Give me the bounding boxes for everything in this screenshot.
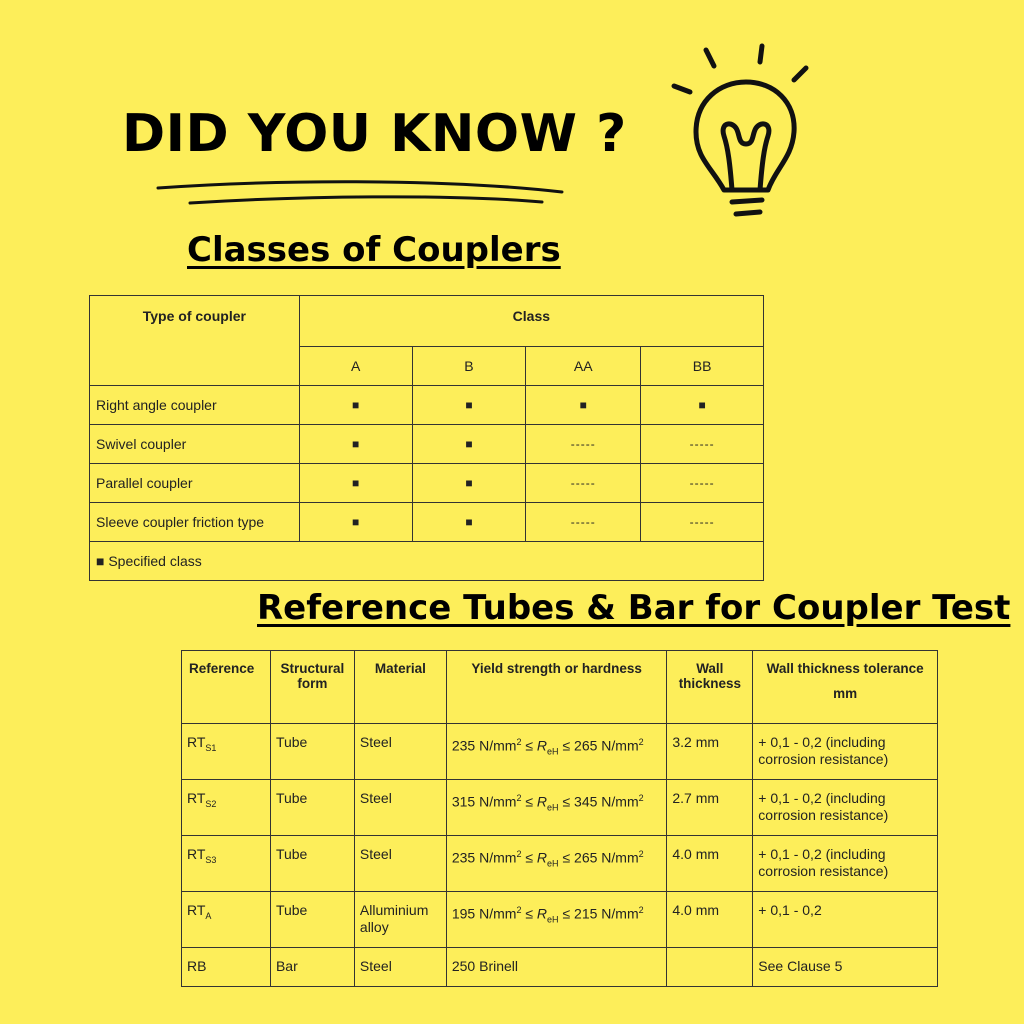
unit-exponent: 2 xyxy=(516,793,522,803)
column-header: Yield strength or hardness xyxy=(446,651,667,724)
column-header: Material xyxy=(354,651,446,724)
class-cell: ■ xyxy=(299,425,412,464)
class-cell: ----- xyxy=(641,464,764,503)
reference-cell xyxy=(182,780,271,836)
structural-form-cell: Tube xyxy=(270,892,354,948)
reference-label: RT xyxy=(187,902,206,918)
class-cell: ■ xyxy=(412,503,526,542)
class-header: AA xyxy=(526,347,641,386)
coupler-type: Right angle coupler xyxy=(90,386,300,425)
yield-strength-cell xyxy=(446,780,667,836)
table-row xyxy=(182,724,938,780)
coupler-type: Sleeve coupler friction type xyxy=(90,503,300,542)
tolerance-cell: See Clause 5 xyxy=(753,948,938,987)
reference-subscript: S2 xyxy=(205,798,217,809)
yield-lower: 235 N/mm xyxy=(451,737,517,754)
yield-strength-cell: 250 Brinell xyxy=(446,948,667,987)
reference-label: RT xyxy=(187,734,206,750)
leq-symbol: ≤ xyxy=(525,793,534,810)
table-row xyxy=(182,836,938,892)
tolerance-unit: mm xyxy=(833,686,858,701)
coupler-type: Parallel coupler xyxy=(90,464,300,503)
yield-symbol: R xyxy=(536,849,548,866)
unit-exponent: 2 xyxy=(638,737,644,747)
tolerance-cell: + 0,1 - 0,2 xyxy=(753,892,938,948)
reference-tubes-table xyxy=(181,650,938,987)
unit-exponent: 2 xyxy=(638,905,644,915)
structural-form-cell: Tube xyxy=(270,836,354,892)
table-footnote: ■ Specified class xyxy=(90,542,764,581)
material-cell: Alluminium alloy xyxy=(354,892,446,948)
leq-symbol: ≤ xyxy=(525,905,534,922)
class-cell: ■ xyxy=(299,464,412,503)
headline: DID YOU KNOW ? xyxy=(122,104,627,164)
underline-swoosh xyxy=(150,176,570,208)
leq-symbol: ≤ xyxy=(562,905,571,922)
yield-symbol: R xyxy=(536,737,548,754)
class-cell: ■ xyxy=(299,503,412,542)
class-cell: ----- xyxy=(526,503,641,542)
class-header: B xyxy=(412,347,526,386)
column-header xyxy=(753,651,938,724)
yield-lower: 195 N/mm xyxy=(451,905,517,922)
section-title-couplers: Classes of Couplers xyxy=(187,230,561,270)
unit-exponent: 2 xyxy=(638,849,644,859)
class-cell: ■ xyxy=(412,386,526,425)
column-header: Type of coupler xyxy=(90,296,300,386)
class-cell: ----- xyxy=(526,425,641,464)
yield-upper: 265 N/mm xyxy=(574,849,639,866)
structural-form-cell: Tube xyxy=(270,724,354,780)
table-header-row xyxy=(90,296,764,347)
class-cell: ■ xyxy=(412,464,526,503)
class-cell: ■ xyxy=(299,386,412,425)
class-header: A xyxy=(299,347,412,386)
unit-exponent: 2 xyxy=(516,905,522,915)
reference-label: RT xyxy=(187,846,206,862)
leq-symbol: ≤ xyxy=(562,737,571,754)
table-row xyxy=(182,892,938,948)
lightbulb-icon xyxy=(668,40,818,235)
leq-symbol: ≤ xyxy=(562,849,571,866)
yield-strength-cell xyxy=(446,892,667,948)
class-header: BB xyxy=(641,347,764,386)
yield-strength-cell xyxy=(446,724,667,780)
yield-upper: 345 N/mm xyxy=(574,793,639,810)
material-cell: Steel xyxy=(354,948,446,987)
column-header: Reference xyxy=(182,651,271,724)
wall-thickness-cell: 3.2 mm xyxy=(667,724,753,780)
yield-symbol-subscript: eH xyxy=(547,802,559,813)
table-row xyxy=(90,464,764,503)
wall-thickness-cell: 2.7 mm xyxy=(667,780,753,836)
class-cell: ■ xyxy=(641,386,764,425)
yield-lower: 235 N/mm xyxy=(451,849,517,866)
wall-thickness-cell: 4.0 mm xyxy=(667,836,753,892)
material-cell: Steel xyxy=(354,780,446,836)
tolerance-cell: + 0,1 - 0,2 (including corrosion resistance) xyxy=(753,780,938,836)
column-header: Class xyxy=(299,296,763,347)
table-header-row xyxy=(182,651,938,724)
tolerance-cell: + 0,1 - 0,2 (including corrosion resistance) xyxy=(753,724,938,780)
unit-exponent: 2 xyxy=(638,793,644,803)
table-row xyxy=(90,425,764,464)
class-cell: ■ xyxy=(526,386,641,425)
column-header: Wall thickness xyxy=(667,651,753,724)
section-title-reference-tubes: Reference Tubes & Bar for Coupler Test xyxy=(257,588,1011,628)
yield-strength-cell xyxy=(446,836,667,892)
table-footnote-row xyxy=(90,542,764,581)
class-cell: ----- xyxy=(526,464,641,503)
table-row xyxy=(90,386,764,425)
unit-exponent: 2 xyxy=(516,737,522,747)
table-row xyxy=(182,948,938,987)
class-cell: ----- xyxy=(641,503,764,542)
tolerance-header-label: Wall thickness tolerance xyxy=(766,661,924,676)
unit-exponent: 2 xyxy=(516,849,522,859)
yield-symbol-subscript: eH xyxy=(547,858,559,869)
leq-symbol: ≤ xyxy=(525,849,534,866)
class-cell: ----- xyxy=(641,425,764,464)
reference-cell: RB xyxy=(182,948,271,987)
yield-symbol-subscript: eH xyxy=(547,914,559,925)
coupler-type: Swivel coupler xyxy=(90,425,300,464)
table-row xyxy=(90,503,764,542)
tolerance-cell: + 0,1 - 0,2 (including corrosion resistance) xyxy=(753,836,938,892)
structural-form-cell: Tube xyxy=(270,780,354,836)
reference-subscript: A xyxy=(205,910,212,921)
material-cell: Steel xyxy=(354,836,446,892)
reference-label: RT xyxy=(187,790,206,806)
column-header: Structural form xyxy=(270,651,354,724)
yield-symbol: R xyxy=(536,905,548,922)
class-cell: ■ xyxy=(412,425,526,464)
reference-subscript: S1 xyxy=(205,742,217,753)
table-row xyxy=(182,780,938,836)
reference-cell xyxy=(182,892,271,948)
reference-cell xyxy=(182,724,271,780)
yield-lower: 315 N/mm xyxy=(451,793,517,810)
wall-thickness-cell xyxy=(667,948,753,987)
structural-form-cell: Bar xyxy=(270,948,354,987)
wall-thickness-cell: 4.0 mm xyxy=(667,892,753,948)
leq-symbol: ≤ xyxy=(525,737,534,754)
yield-symbol-subscript: eH xyxy=(547,746,559,757)
material-cell: Steel xyxy=(354,724,446,780)
reference-cell xyxy=(182,836,271,892)
yield-symbol: R xyxy=(536,793,548,810)
yield-upper: 215 N/mm xyxy=(574,905,639,922)
yield-upper: 265 N/mm xyxy=(574,737,639,754)
reference-subscript: S3 xyxy=(205,854,217,865)
couplers-table xyxy=(89,295,764,581)
leq-symbol: ≤ xyxy=(562,793,571,810)
